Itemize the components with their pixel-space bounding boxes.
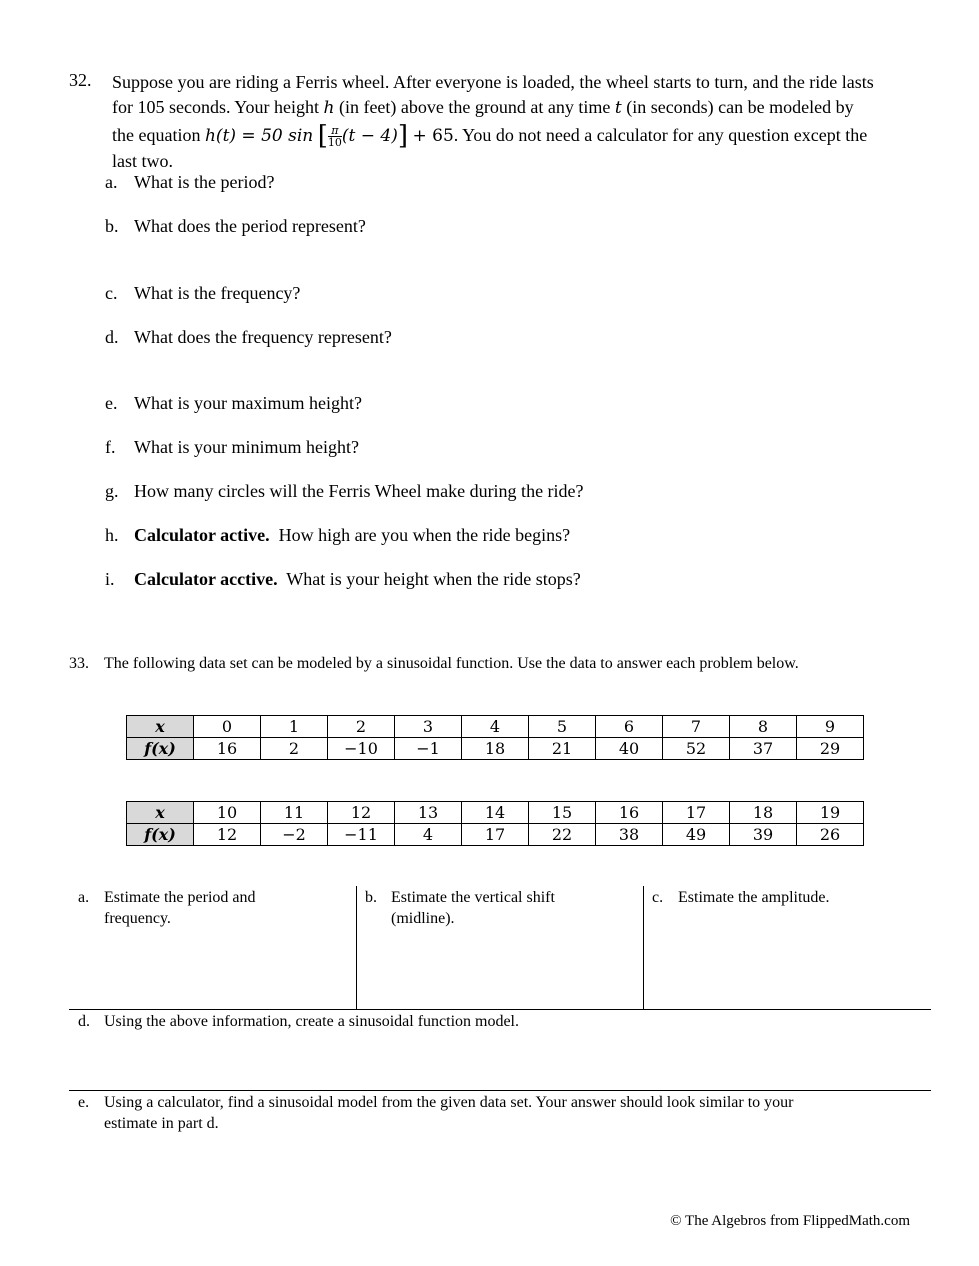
equation-rhs: + 65: [412, 126, 454, 146]
table-row-f: f(x) 12 −2 −11 4 17 22 38 49 39 26: [127, 824, 864, 846]
q32-intro-line2: for 105 seconds. Your height h (in feet) above the ground at any time t (in seconds) can be modeled by: [112, 97, 854, 118]
grid-divider-2: [643, 886, 644, 1009]
q32-intro-line4: last two.: [112, 151, 173, 171]
copyright-footer: © The Algebros from FlippedMath.com: [670, 1213, 910, 1229]
data-table-2: [126, 801, 864, 846]
var-t: t: [614, 98, 622, 118]
q33-part-d: d. Using the above information, create a sinusoidal function model.: [78, 1013, 519, 1030]
grid-divider-1: [356, 886, 357, 1009]
q33-part-a: a. Estimate the period and frequency.: [78, 889, 256, 927]
question-32-prompt: [112, 70, 932, 174]
equation-inner: (t − 4): [341, 126, 398, 146]
q33-part-b: b. Estimate the vertical shift (midline).: [365, 889, 555, 927]
question-33-number: 33.: [69, 655, 89, 672]
q32-intro-line1: Suppose you are riding a Ferris wheel. After everyone is loaded, the wheel starts to turn, and the ride lasts: [112, 72, 874, 92]
q32-equation-line: the equation h(t) = 50 sin [ $\frac{\pi}{10}$ (t − 4)] + 65. You do not need a calculator for any question except the: [112, 121, 868, 151]
grid-hline-2: [69, 1090, 931, 1091]
table-row-x: x 0 1 2 3 4 5 6 7 8 9: [127, 716, 864, 738]
q33-part-c: c. Estimate the amplitude.: [652, 889, 830, 906]
question-32-number: 32.: [69, 70, 92, 90]
table-row-f: f(x) 16 2 −10 −1 18 21 40 52 37 29: [127, 738, 864, 760]
data-table-1: [126, 715, 864, 760]
equation-lhs: h(t) = 50 sin: [204, 126, 314, 146]
var-h: h: [323, 98, 335, 118]
table-row-x: x 10 11 12 13 14 15 16 17 18 19: [127, 802, 864, 824]
q33-part-e: e. Using a calculator, find a sinusoidal model from the given data set. Your answer should look similar to your estimate in part d.: [78, 1094, 794, 1132]
equation-fraction: $\frac{\pi}{10}$: [327, 124, 342, 150]
question-33-prompt: The following data set can be modeled by a sinusoidal function. Use the data to answer each problem below.: [104, 655, 799, 672]
grid-hline-1: [69, 1009, 931, 1010]
